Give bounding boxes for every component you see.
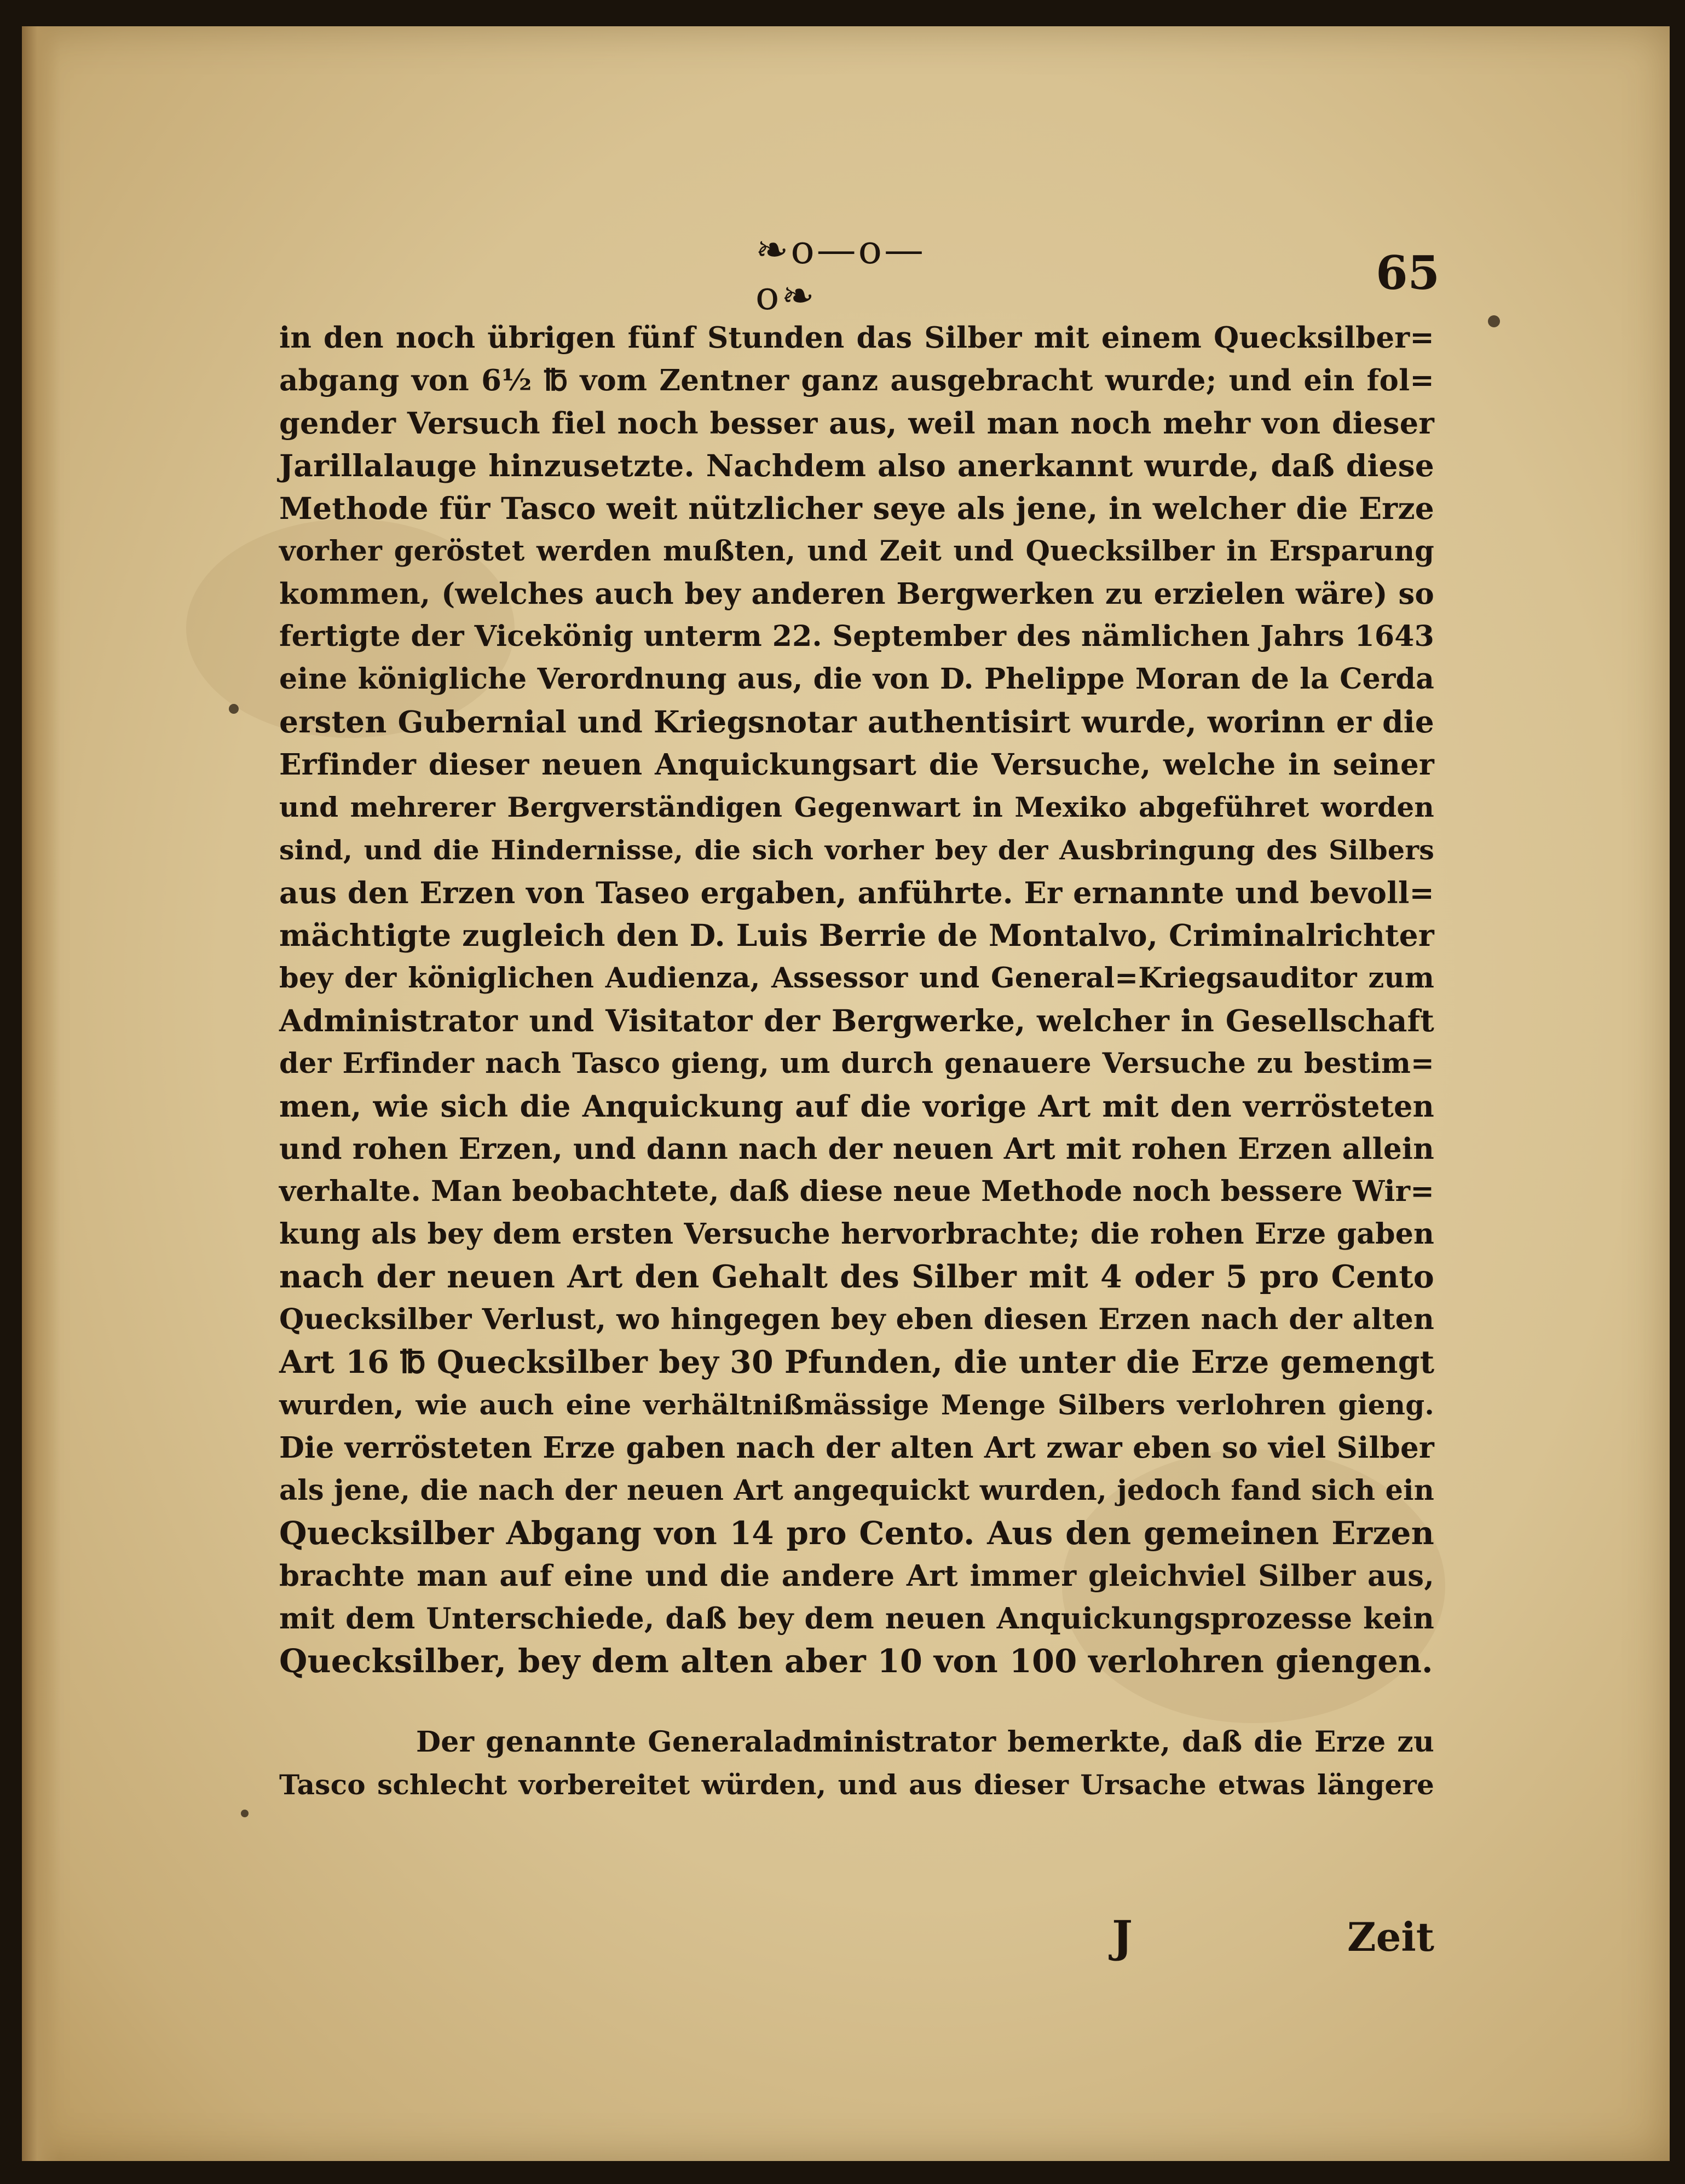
text-line: nach der neuen Art den Gehalt des Silber mit 4 oder 5 pro Cento — [279, 1258, 1434, 1295]
header-ornament: ❧o—o—o❧ — [755, 227, 926, 319]
text-line: Der genannte Generaladministrator bemerkte, daß die Erze zu — [416, 1725, 1434, 1759]
text-line: Quecksilber, bey dem alten aber 10 von 100 verlohren giengen. — [279, 1642, 1433, 1680]
text-line: und rohen Erzen, und dann nach der neuen Art mit rohen Erzen allein — [279, 1132, 1434, 1166]
text-line: Quecksilber Abgang von 14 pro Cento. Aus den gemeinen Erzen — [279, 1515, 1434, 1552]
ink-dot-icon — [229, 704, 239, 714]
text-line: Administrator und Visitator der Bergwerke, welcher in Gesellschaft — [279, 1003, 1434, 1038]
page-footer — [279, 1909, 1434, 1969]
text-line: Die verrösteten Erze gaben nach der alten Art zwar eben so viel Silber — [279, 1431, 1434, 1465]
text-line: ersten Gubernial und Kriegsnotar authentisirt wurde, worinn er die — [279, 704, 1434, 739]
signature-mark: J — [1112, 1911, 1133, 1962]
text-line: Erfinder dieser neuen Anquickungsart die Versuche, welche in seiner — [279, 748, 1434, 782]
text-line: vorher geröstet werden mußten, und Zeit und Quecksilber in Ersparung — [279, 535, 1434, 568]
text-line: eine königliche Verordnung aus, die von D. Phelippe Moran de la Cerda — [279, 662, 1434, 696]
text-line: gender Versuch fiel noch besser aus, weil man noch mehr von dieser — [279, 406, 1434, 441]
text-line: und mehrerer Bergverständigen Gegenwart in Mexiko abgeführet worden — [279, 791, 1434, 823]
text-line: fertigte der Vicekönig unterm 22. September des nämlichen Jahrs 1643 — [279, 620, 1434, 653]
text-line: der Erfinder nach Tasco gieng, um durch genauere Versuche zu bestim= — [279, 1047, 1434, 1080]
text-line: kung als bey dem ersten Versuche hervorbrachte; die rohen Erze gaben — [279, 1217, 1434, 1251]
text-line: abgang von 6½ ℔ vom Zentner ganz ausgebracht wurde; und ein fol= — [279, 363, 1434, 397]
ink-dot-icon — [241, 1810, 249, 1817]
text-line: als jene, die nach der neuen Art angequickt wurden, jedoch fand sich ein — [279, 1474, 1434, 1507]
paragraph-2 — [279, 1721, 1434, 1806]
catchword: Zeit — [1347, 1913, 1434, 1960]
text-line: brachte man auf eine und die andere Art immer gleichviel Silber aus, — [279, 1559, 1434, 1593]
text-line: sind, und die Hindernisse, die sich vorher bey der Ausbringung des Silbers — [279, 834, 1434, 866]
text-line: in den noch übrigen fünf Stunden das Silber mit einem Quecksilber= — [279, 321, 1434, 355]
text-line: Quecksilber Verlust, wo hingegen bey eben diesen Erzen nach der alten — [279, 1303, 1434, 1336]
text-line: mächtigte zugleich den D. Luis Berrie de Montalvo, Criminalrichter — [279, 917, 1434, 953]
text-line: wurden, wie auch eine verhältnißmässige Menge Silbers verlohren gieng. — [279, 1389, 1434, 1421]
ink-dot-icon — [1488, 315, 1500, 327]
paragraph-1 — [279, 316, 1434, 1683]
paragraph-gap — [279, 1683, 1434, 1721]
page-gutter — [22, 26, 60, 2161]
text-line: bey der königlichen Audienza, Assessor und General=Kriegsauditor zum — [279, 962, 1434, 995]
text-line: Jarillalauge hinzusetzte. Nachdem also anerkannt wurde, daß diese — [279, 448, 1434, 483]
text-line: men, wie sich die Anquickung auf die vorige Art mit den verrösteten — [279, 1089, 1434, 1124]
text-line: aus den Erzen von Taseo ergaben, anführte. Er ernannte und bevoll= — [279, 875, 1434, 910]
text-line: mit dem Unterschiede, daß bey dem neuen Anquickungsprozesse kein — [279, 1602, 1434, 1636]
book-page — [22, 26, 1670, 2161]
text-line: Tasco schlecht vorbereitet würden, und aus dieser Ursache etwas längere — [279, 1769, 1434, 1801]
page-number: 65 — [1376, 245, 1440, 300]
page-header — [22, 227, 1670, 319]
page-body-text — [279, 316, 1434, 1806]
text-line: verhalte. Man beobachtete, daß diese neue Methode noch bessere Wir= — [279, 1175, 1434, 1208]
text-line: Methode für Tasco weit nützlicher seye als jene, in welcher die Erze — [279, 490, 1434, 526]
text-line: kommen, (welches auch bey anderen Bergwerken zu erzielen wäre) so — [279, 577, 1434, 611]
text-line: Art 16 ℔ Quecksilber bey 30 Pfunden, die unter die Erze gemengt — [279, 1344, 1435, 1380]
